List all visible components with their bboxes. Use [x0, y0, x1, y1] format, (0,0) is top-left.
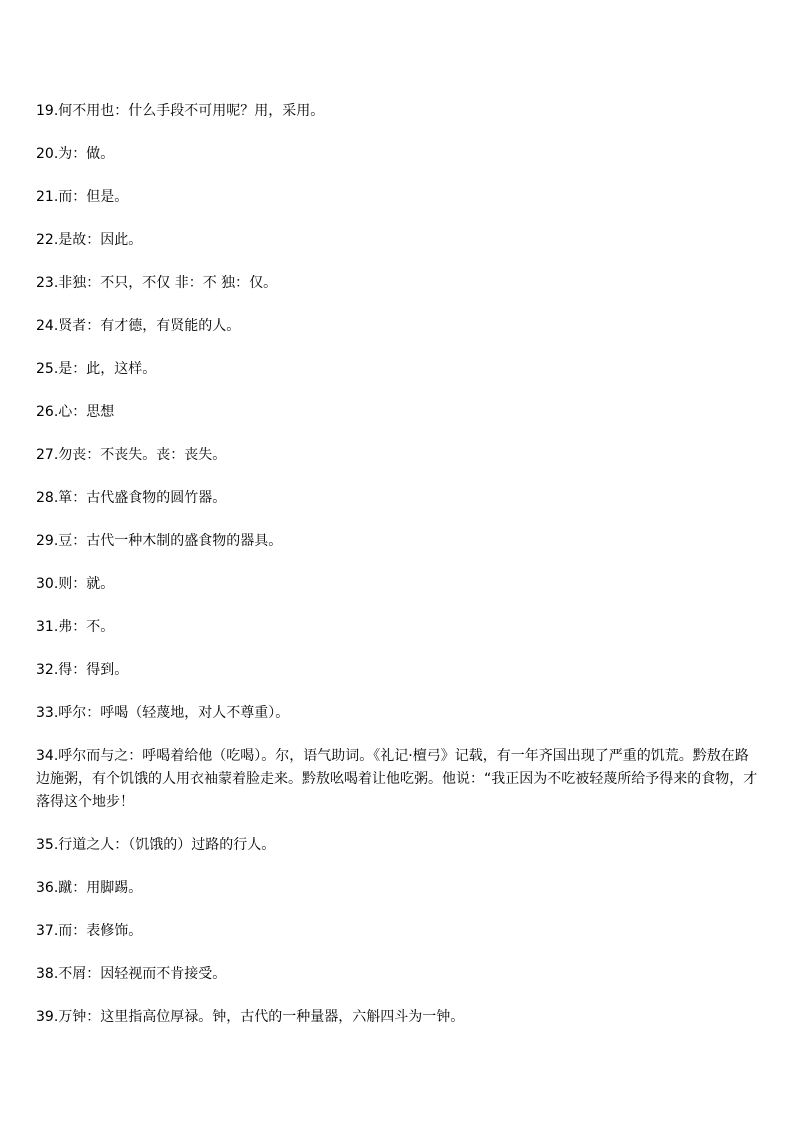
note-36: 36.蹴：用脚踢。: [36, 880, 143, 896]
note-28: 28.箪：古代盛食物的圆竹器。: [36, 490, 227, 506]
note-38: 38.不屑：因轻视而不肯接受。: [36, 966, 227, 982]
note-32: 32.得：得到。: [36, 662, 129, 678]
note-30: 30.则：就。: [36, 576, 115, 592]
note-19: 19.何不用也：什么手段不可用呢？用，采用。: [36, 103, 325, 119]
note-27: 27.勿丧：不丧失。丧：丧失。: [36, 447, 227, 463]
note-34: 34.呼尔而与之：呼喝着给他（吃喝）。尔，语气助词。《礼记·檀弓》记载，有一年齐国出现了严重的饥荒。黔敖在路边施粥，有个饥饿的人用衣袖蒙着脸走来。黔敖吆喝着让他吃粥。他说：“我正因为不吃被轻蔑所给予得来的食物，才落得这个地步！: [36, 748, 758, 810]
note-21: 21.而：但是。: [36, 189, 129, 205]
note-35: 35.行道之人：（饥饿的）过路的行人。: [36, 837, 276, 853]
note-37: 37.而：表修饰。: [36, 923, 143, 939]
note-31: 31.弗：不。: [36, 619, 115, 635]
annotation-list: [36, 100, 760, 1049]
note-29: 29.豆：古代一种木制的盛食物的器具。: [36, 533, 283, 549]
note-22: 22.是故：因此。: [36, 232, 143, 248]
note-39: 39.万钟：这里指高位厚禄。钟，古代的一种量器，六斛四斗为一钟。: [36, 1009, 465, 1025]
note-23: 23.非独：不只，不仅 非：不 独：仅。: [36, 275, 278, 291]
note-20: 20.为：做。: [36, 146, 115, 162]
note-25: 25.是：此，这样。: [36, 361, 157, 377]
note-33: 33.呼尔：呼喝（轻蔑地，对人不尊重）。: [36, 705, 290, 721]
note-26: 26.心：思想: [36, 404, 115, 420]
note-24: 24.贤者：有才德，有贤能的人。: [36, 318, 241, 334]
